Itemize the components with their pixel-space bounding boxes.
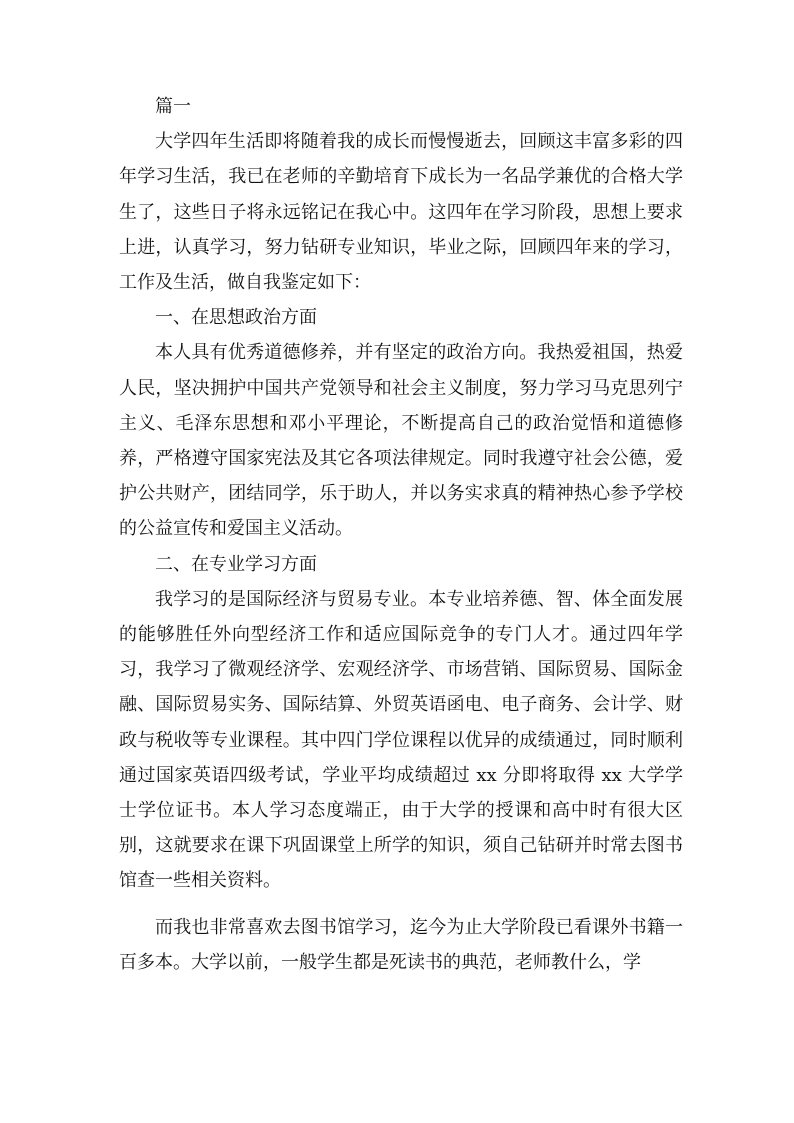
library-paragraph: 而我也非常喜欢去图书馆学习，迄今为止大学阶段已看课外书籍一百多本。大学以前，一般学生都是死读书的典范，老师教什么，学 xyxy=(119,916,683,973)
document-body xyxy=(119,89,683,980)
heading-political: 一、在思想政治方面 xyxy=(155,307,317,329)
political-paragraph: 本人具有优秀道德修养，并有坚定的政治方向。我热爱祖国，热爱人民，坚决拥护中国共产党领导和社会主义制度，努力学习马克思列宁主义、毛泽东思想和邓小平理论，不断提高自己的政治觉悟和道德修养，严格遵守国家宪法及其它各项法律规定。同时我遵守社会公德，爱护公共财产，团结同学，乐于助人，并以务实求真的精神热心参予学校的公益宣传和爱国主义活动。 xyxy=(119,342,683,540)
intro-paragraph: 大学四年生活即将随着我的成长而慢慢逝去，回顾这丰富多彩的四年学习生活，我已在老师的辛勤培育下成长为一名品学兼优的合格大学生了，这些日子将永远铭记在我心中。这四年在学习阶段，思想上要求上进，认真学习，努力钻研专业知识，毕业之际，回顾四年来的学习，工作及生活，做自我鉴定如下： xyxy=(119,131,683,294)
study-paragraph: 我学习的是国际经济与贸易专业。本专业培养德、智、体全面发展的能够胜任外向型经济工作和适应国际竞争的专门人才。通过四年学习，我学习了微观经济学、宏观经济学、市场营销、国际贸易、国际金融、国际贸易实务、国际结算、外贸英语函电、电子商务、会计学、财政与税收等专业课程。其中四门学位课程以优异的成绩通过，同时顺利通过国家英语四级考试，学业平均成绩超过 xx 分即将取得 xx 大学学士学位证书。本人学习态度端正，由于大学的授课和高中时有很大区别，这就要求在课下巩固课堂上所学的知识，须自己钻研并时常去图书馆查一些相关资料。 xyxy=(119,588,683,892)
heading-study: 二、在专业学习方面 xyxy=(155,553,317,575)
section-title: 篇一 xyxy=(155,96,191,117)
